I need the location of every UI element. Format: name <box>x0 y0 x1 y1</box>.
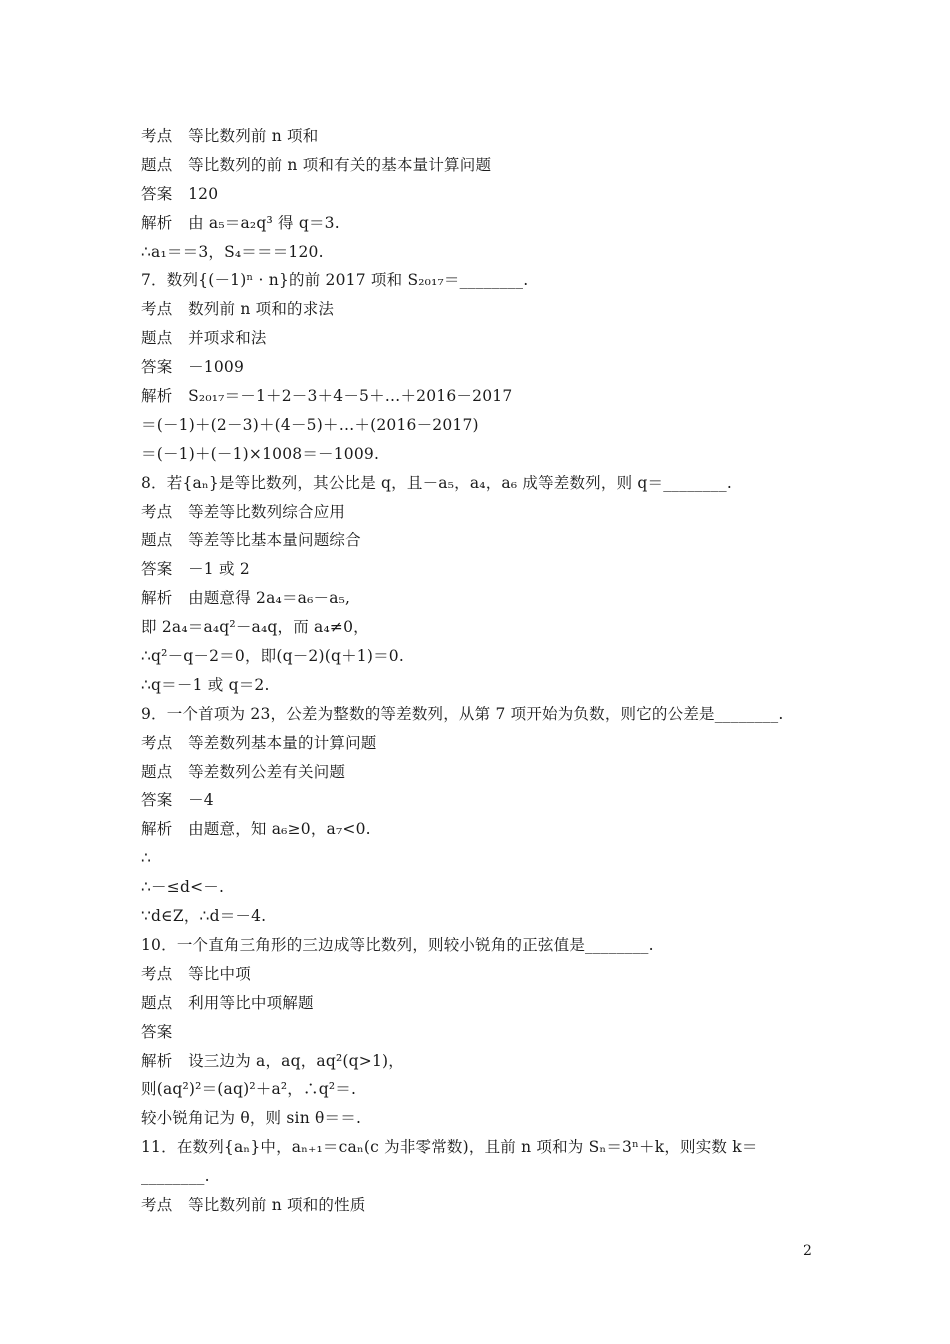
text-line: 解析 由题意得 2a₄＝a₆－a₅, <box>141 589 351 608</box>
text-line: ＝(－1)＋(－1)×1008＝－1009. <box>141 444 380 463</box>
document-body <box>141 122 821 1220</box>
page-number: 2 <box>803 1243 812 1259</box>
text-line: ∵d∈Z，∴d＝－4. <box>141 907 267 926</box>
text-line: 考点 数列前 n 项和的求法 <box>141 300 335 319</box>
text-line: 较小锐角记为 θ，则 sin θ＝＝. <box>141 1109 362 1128</box>
text-line: 解析 由题意，知 a₆≥0，a₇<0. <box>141 820 371 839</box>
text-line: 答案 －1009 <box>141 358 245 377</box>
text-line: 答案 120 <box>141 184 219 203</box>
text-line: ________. <box>141 1167 210 1186</box>
text-line: 题点 利用等比中项解题 <box>141 993 314 1012</box>
text-line: 题点 等差数列公差有关问题 <box>141 762 346 781</box>
text-line: ∴－≤d<－. <box>141 878 225 897</box>
text-line: 解析 S₂₀₁₇＝－1＋2－3＋4－5＋…＋2016－2017 <box>141 387 513 406</box>
text-line: 考点 等比数列前 n 项和的性质 <box>141 1195 366 1214</box>
text-line: 题点 等比数列的前 n 项和有关的基本量计算问题 <box>141 155 492 174</box>
text-line: 11．在数列{aₙ}中，aₙ₊₁＝caₙ(c 为非零常数)，且前 n 项和为 Sₙ＝3ⁿ＋k，则实数 k＝ <box>141 1138 758 1157</box>
text-line: 答案 <box>141 1022 173 1041</box>
text-line: 8．若{aₙ}是等比数列，其公比是 q，且－a₅，a₄，a₆ 成等差数列，则 q＝________. <box>141 473 732 492</box>
text-line: 解析 设三边为 a，aq，aq²(q>1)， <box>141 1051 404 1070</box>
text-line: 答案 －1 或 2 <box>141 560 250 579</box>
text-line: 答案 －4 <box>141 791 214 810</box>
text-line: ＝(－1)＋(2－3)＋(4－5)＋…＋(2016－2017) <box>141 415 479 434</box>
text-line: 7．数列{(－1)ⁿ · n}的前 2017 项和 S₂₀₁₇＝________. <box>141 271 529 290</box>
text-line: 10．一个直角三角形的三边成等比数列，则较小锐角的正弦值是________. <box>141 935 654 954</box>
text-line: ∴a₁＝＝3，S₄＝＝＝120. <box>141 242 324 261</box>
text-line: 解析 由 a₅＝a₂q³ 得 q＝3. <box>141 213 340 232</box>
text-line: ∴q＝－1 或 q＝2. <box>141 675 270 694</box>
text-line: 考点 等比中项 <box>141 964 251 983</box>
text-line: 题点 并项求和法 <box>141 329 267 348</box>
text-line: ∴ <box>141 849 152 868</box>
text-line: 考点 等差等比数列综合应用 <box>141 502 346 521</box>
text-line: 考点 等差数列基本量的计算问题 <box>141 733 377 752</box>
text-line: 考点 等比数列前 n 项和 <box>141 127 319 145</box>
text-line: ∴q²－q－2＝0，即(q－2)(q＋1)＝0. <box>141 647 404 666</box>
text-line: 则(aq²)²＝(aq)²＋a²，∴q²＝. <box>141 1080 357 1099</box>
text-line: 9．一个首项为 23，公差为整数的等差数列，从第 7 项开始为负数，则它的公差是________. <box>141 704 784 723</box>
text-line: 题点 等差等比基本量问题综合 <box>141 531 361 550</box>
text-line: 即 2a₄＝a₄q²－a₄q，而 a₄≠0， <box>141 618 369 637</box>
